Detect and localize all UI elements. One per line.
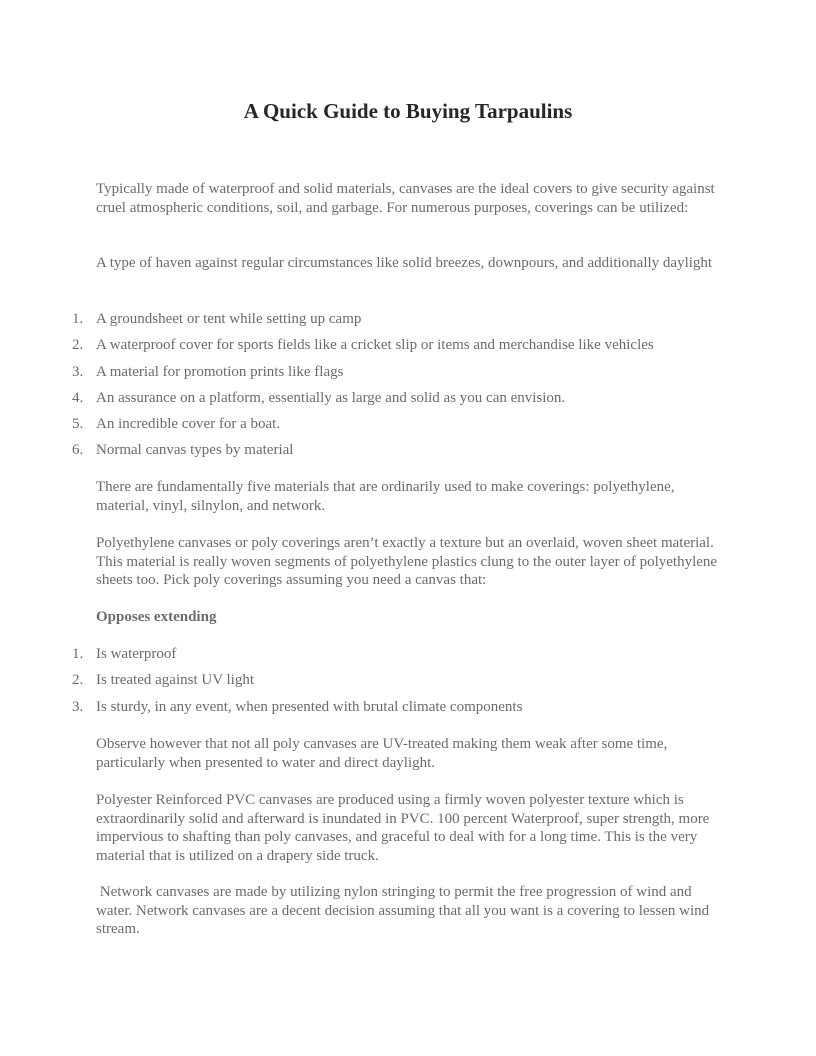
list-item — [0, 336, 816, 362]
list-item — [0, 698, 816, 724]
list-item-text: A material for promotion prints like flags — [96, 363, 344, 380]
list-item-text: Is treated against UV light — [96, 672, 255, 689]
list-item-text: A waterproof cover for sports fields like a cricket slip or items and merchandise like vehicles — [96, 337, 654, 354]
list-item-number: 6. — [72, 442, 84, 459]
list-item-text: Normal canvas types by material — [96, 442, 294, 459]
list-item-number: 1. — [72, 311, 84, 327]
list-item — [0, 310, 816, 336]
haven-paragraph: A type of haven against regular circumstances like solid breezes, downpours, and additionally daylight — [96, 255, 713, 271]
list-item-number: 1. — [72, 646, 84, 662]
list-item — [0, 645, 816, 671]
list-item-text: A groundsheet or tent while setting up camp — [96, 311, 362, 327]
list-item-number: 4. — [72, 389, 84, 406]
list-item — [0, 441, 816, 467]
intro-paragraph: Typically made of waterproof and solid materials, canvases are the ideal covers to give security against cruel atmospheric conditions, soil, and garbage. For numerous purposes, coverings can be utilized: — [96, 181, 715, 216]
observe-paragraph: Observe however that not all poly canvases are UV-treated making them weak after some time, particularly when presented to water and direct daylight. — [96, 736, 668, 771]
network-paragraph: Network canvases are made by utilizing nylon stringing to permit the free progression of wind and water. Network canvases are a decent decision assuming that all you want is a covering to lessen wind stream. — [96, 884, 713, 937]
pvc-paragraph: Polyester Reinforced PVC canvases are produced using a firmly woven polyester texture which is extraordinarily solid and afterward is inundated in PVC. 100 percent Waterproof, super strength, more impervious to shafting than poly canvases, and graceful to deal with for a long time. This is the very material that is utilized on a drapery side truck. — [96, 792, 710, 864]
list-item — [0, 363, 816, 389]
list-item — [0, 389, 816, 415]
list-item-text: Is sturdy, in any event, when presented with brutal climate components — [96, 698, 523, 715]
polyethylene-paragraph: Polyethylene canvases or poly coverings aren’t exactly a texture but an overlaid, woven sheet material. This material is really woven segments of polyethylene plastics clung to the outer layer of polyethylene sheets too. Pick poly coverings assuming you need a canvas that: — [96, 535, 718, 588]
list-item-text: An incredible cover for a boat. — [96, 416, 281, 433]
list-item — [0, 671, 816, 697]
poly-features-list — [0, 645, 816, 724]
list-item-text: An assurance on a platform, essentially as large and solid as you can envision. — [96, 389, 566, 406]
page-title: A Quick Guide to Buying Tarpaulins — [243, 99, 573, 123]
list-item-number: 3. — [72, 363, 84, 380]
uses-list — [0, 310, 816, 468]
list-item-number: 2. — [72, 337, 84, 354]
list-item-text: Is waterproof — [96, 646, 177, 662]
materials-paragraph: There are fundamentally five materials that are ordinarily used to make coverings: polyethylene, material, vinyl, silnylon, and network. — [96, 479, 675, 514]
list-item-number: 2. — [72, 672, 84, 689]
section-subheading: Opposes extending — [96, 609, 217, 625]
list-item — [0, 415, 816, 441]
list-item-number: 3. — [72, 698, 84, 715]
list-item-number: 5. — [72, 416, 84, 433]
